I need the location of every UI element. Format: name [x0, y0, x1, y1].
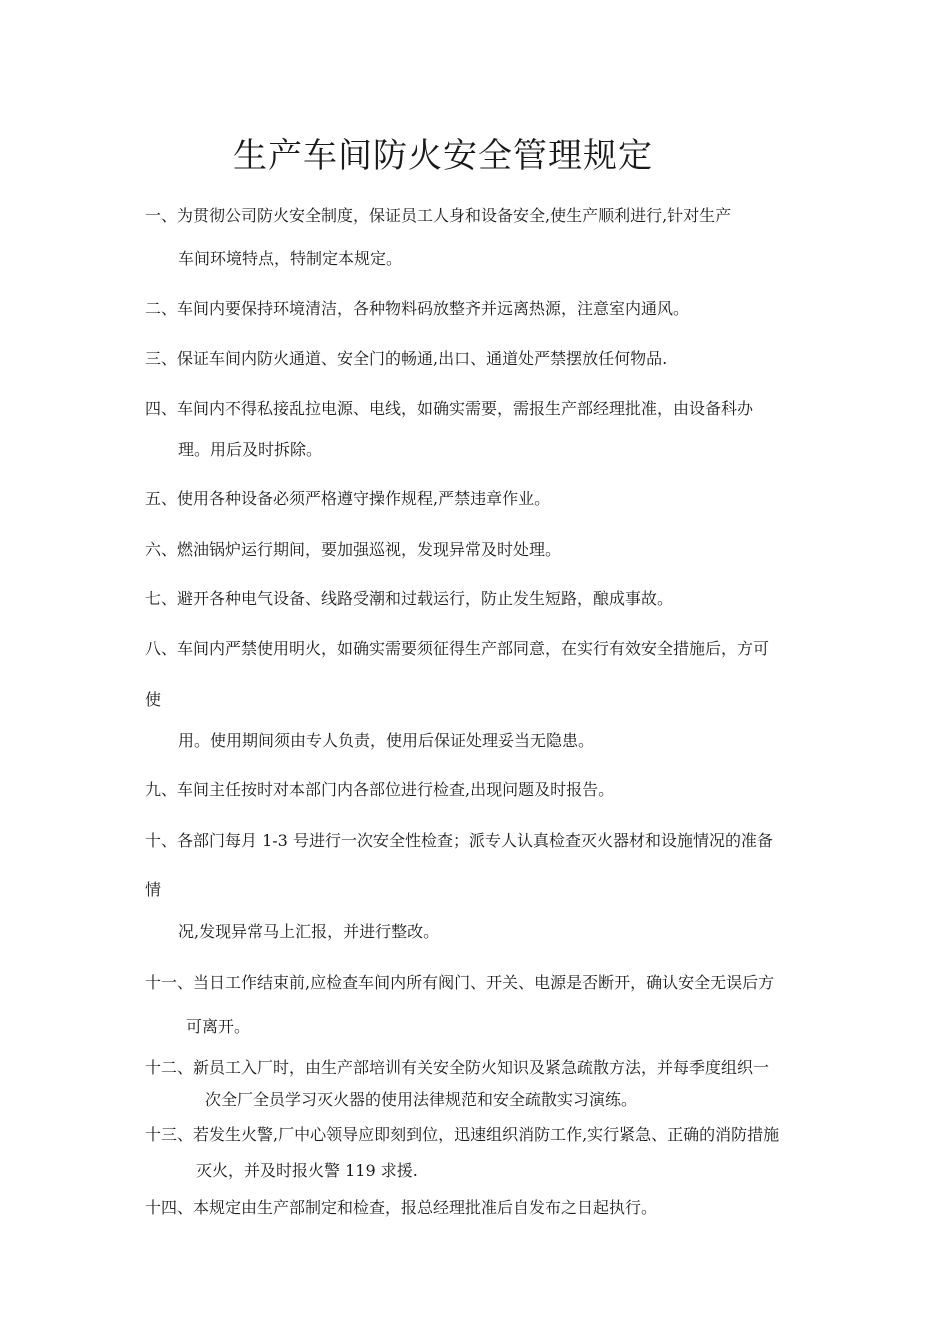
clause-12-line-2: 次全厂全员学习灭火器的使用法律规范和安全疏散实习演练。	[205, 1090, 638, 1109]
clause-8-line-2: 使	[145, 690, 162, 709]
clause-10-line-3: 况,发现异常马上汇报，并进行整改。	[178, 922, 440, 941]
clause-5: 五、使用各种设备必须严格遵守操作规程,严禁违章作业。	[145, 489, 551, 508]
clause-11-line-2: 可离开。	[186, 1017, 251, 1036]
clause-8-line-1: 八、车间内严禁使用明火，如确实需要须征得生产部同意，在实行有效安全措施后，方可	[145, 639, 770, 658]
clause-8-line-3: 用。使用期间须由专人负责，使用后保证处理妥当无隐患。	[178, 731, 595, 750]
clause-14: 十四、本规定由生产部制定和检查，报总经理批准后自发布之日起执行。	[145, 1198, 658, 1217]
clause-13-line-1: 十三、若发生火警,厂中心领导应即刻到位，迅速组织消防工作,实行紧急、正确的消防措施	[145, 1125, 780, 1144]
clause-1-line-1: 一、为贯彻公司防火安全制度，保证员工人身和设备安全,使生产顺利进行,针对生产	[145, 206, 732, 225]
clause-10-line-2: 情	[145, 880, 162, 899]
clause-2: 二、车间内要保持环境清洁，各种物料码放整齐并远离热源，注意室内通风。	[145, 299, 690, 318]
clause-13-line-2: 灭火，并及时报火警 119 求援.	[196, 1161, 418, 1180]
clause-9: 九、车间主任按时对本部门内各部位进行检查,出现问题及时报告。	[145, 780, 615, 799]
clause-11-line-1: 十一、当日工作结束前,应检查车间内所有阀门、开关、电源是否断开，确认安全无误后方	[145, 973, 775, 992]
clause-12-line-1: 十二、新员工入厂时，由生产部培训有关安全防火知识及紧急疏散方法，并每季度组织一	[145, 1058, 770, 1077]
clause-4-line-1: 四、车间内不得私接乱拉电源、电线，如确实需要，需报生产部经理批准，由设备科办	[145, 399, 754, 418]
page-title: 生产车间防火安全管理规定	[233, 136, 653, 176]
clause-10-line-1: 十、各部门每月 1-3 号进行一次安全性检查；派专人认真检查灭火器材和设施情况的准备	[145, 831, 773, 850]
clause-4-line-2: 理。用后及时拆除。	[178, 440, 323, 459]
clause-1-line-2: 车间环境特点，特制定本规定。	[178, 249, 403, 268]
clause-3: 三、保证车间内防火通道、安全门的畅通,出口、通道处严禁摆放任何物品.	[145, 349, 668, 368]
clause-7: 七、避开各种电气设备、线路受潮和过载运行，防止发生短路，酿成事故。	[145, 589, 674, 608]
clause-6: 六、燃油锅炉运行期间，要加强巡视，发现异常及时处理。	[145, 540, 562, 559]
